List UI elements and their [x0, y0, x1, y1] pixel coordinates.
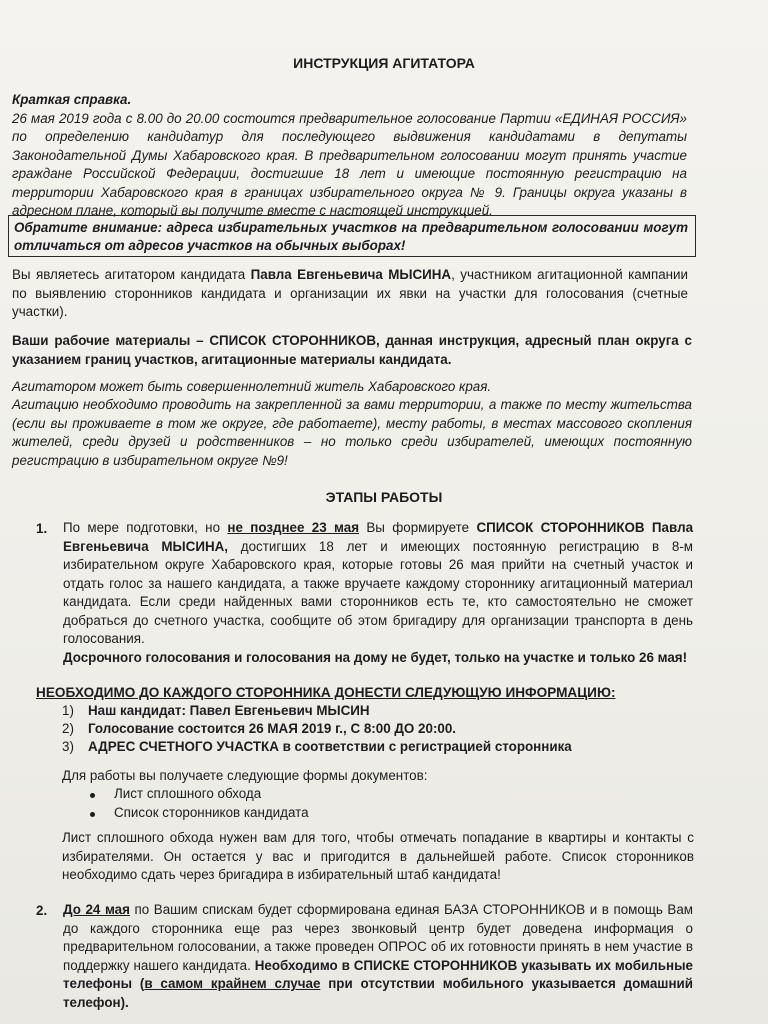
stage-1-text — [63, 519, 693, 667]
intro-heading: Краткая справка. — [12, 92, 132, 107]
forms-note: Лист сплошного обхода нужен вам для того, чтобы отмечать попадание в квартиры и контакты с избирателями. Он остается у вас и пригодится в дальнейшей работе. Список сторонников необходимо сдать через бригадира в избирательный штаб кандидата! — [62, 830, 694, 882]
stage-2-text-b: при отсутствии мобильного указывается домашний телефон). — [63, 976, 693, 1010]
stage-1-deadline: не позднее 23 мая — [227, 520, 360, 535]
bullet-icon — [90, 812, 95, 817]
candidate-name: Павла Евгеньевича МЫСИНА — [250, 267, 452, 282]
info-item-3-number: 3) — [62, 739, 74, 754]
info-item-2-text: Голосование состоится 26 МАЯ 2019 г., С 8:00 ДО 20:00. — [88, 721, 457, 736]
stage-1-number: 1. — [36, 521, 48, 536]
info-item-3-text: АДРЕС СЧЕТНОГО УЧАСТКА в соответствии с регистрацией сторонника — [88, 739, 572, 754]
stage-1-text-a: По мере подготовки, но — [63, 520, 228, 535]
stage-1-text-c: достигших 18 лет и имеющих постоянную регистрацию в 8-м избирательном округе Хабаровского края, которые готовы 26 мая прийти на счетный участок и отдать голос за нашего кандидата, а также вручаете каждому стороннику агитационный материал кандидата. Если среди найденных вами сторонников есть те, кто самостоятельно не сможет добраться до счетного участка, сообщите об этом бригадиру для организации транспорта в день голосования. — [63, 538, 693, 646]
info-heading: НЕОБХОДИМО ДО КАЖДОГО СТОРОННИКА ДОНЕСТИ СЛЕДУЮЩУЮ ИНФОРМАЦИЮ: — [36, 685, 616, 700]
document-title: ИНСТРУКЦИЯ АГИТАТОРА — [293, 55, 475, 71]
notice-text: Обратите внимание: адреса избирательных участков на предварительном голосовании могут отличаться от адресов участков на обычных выборах! — [14, 220, 688, 253]
agitator-text-1: Вы являетесь агитатором кандидата — [12, 267, 251, 282]
materials-paragraph: Ваши рабочие материалы – СПИСОК СТОРОННИКОВ, данная инструкция, адресный план округа с указанием границ участков, агитационные материалы кандидата. — [12, 333, 692, 367]
intro-text: 26 мая 2019 года с 8.00 до 20.00 состоится предварительное голосование Партии «ЕДИНАЯ РОССИЯ» по определению кандидатур для последующего выдвижения кандидатами в депутаты Законодательной Думы Хабаровского края. В предварительном голосовании могут принять участие граждане Российской Федерации, достигшие 18 лет и имеющие постоянную регистрацию на территории Хабаровского края в границах избирательного округа № 9. Границы округа указаны в адресном плане, который вы получите вместе с настоящей инструкцией. — [12, 110, 687, 218]
info-item-1-number: 1) — [62, 703, 74, 718]
agitator-text-2: , участником агитационной кампании по выявлению сторонников кандидата и организации их явки на участки для голосования (счетные участки). — [12, 267, 688, 319]
stage-2-date: До 24 мая — [63, 902, 130, 917]
stage-1-list-name: СПИСОК СТОРОННИКОВ Павла Евгеньевича МЫСИНА, — [63, 520, 694, 554]
stage-2-paren: ( — [132, 976, 145, 991]
territory-note: Агитацию необходимо проводить на закрепленной за вами территории, а также по месту жительства (если вы проживаете в том же округе, где работаете), месту работы, в местах массового скопления жителей, среди друзей и родственников – но только среди избирателей, имеющих постоянную регистрацию в избирательном округе №9! — [12, 397, 692, 468]
info-item-2-number: 2) — [62, 721, 74, 736]
stage-2-text — [63, 901, 693, 1012]
form-item-2: Список сторонников кандидата — [114, 805, 309, 820]
stage-1-bold-note: Досрочного голосования и голосования на дому не будет, только на участке и только 26 мая! — [63, 649, 688, 665]
form-item-1: Лист сплошного обхода — [114, 786, 262, 801]
stage-2-text-a: по Вашим спискам будет сформирована единая БАЗА СТОРОННИКОВ и в помощь Вам до каждого сторонника еще раз через звонковый центр будет доведена информация о предварительном голосовании, а также проведен ОПРОС об их готовности принять в нем участие в поддержку нашего кандидата. — [63, 902, 693, 973]
stage-1-text-b: Вы формируете — [359, 520, 477, 535]
info-item-1-text: Наш кандидат: Павел Евгеньевич МЫСИН — [88, 703, 370, 718]
intro-section — [12, 91, 687, 221]
stage-2-extreme: в самом крайнем случае — [144, 976, 321, 991]
agitator-paragraph — [12, 266, 688, 322]
forms-intro: Для работы вы получаете следующие формы документов: — [62, 768, 428, 783]
bullet-icon — [90, 793, 95, 798]
resident-note: Агитатором может быть совершеннолетний житель Хабаровского края. — [12, 379, 492, 394]
stage-2-phones: Необходимо в СПИСКЕ СТОРОННИКОВ указывать их мобильные телефоны — [63, 957, 693, 991]
stage-2-number: 2. — [36, 903, 48, 918]
stages-title: ЭТАПЫ РАБОТЫ — [325, 489, 443, 505]
